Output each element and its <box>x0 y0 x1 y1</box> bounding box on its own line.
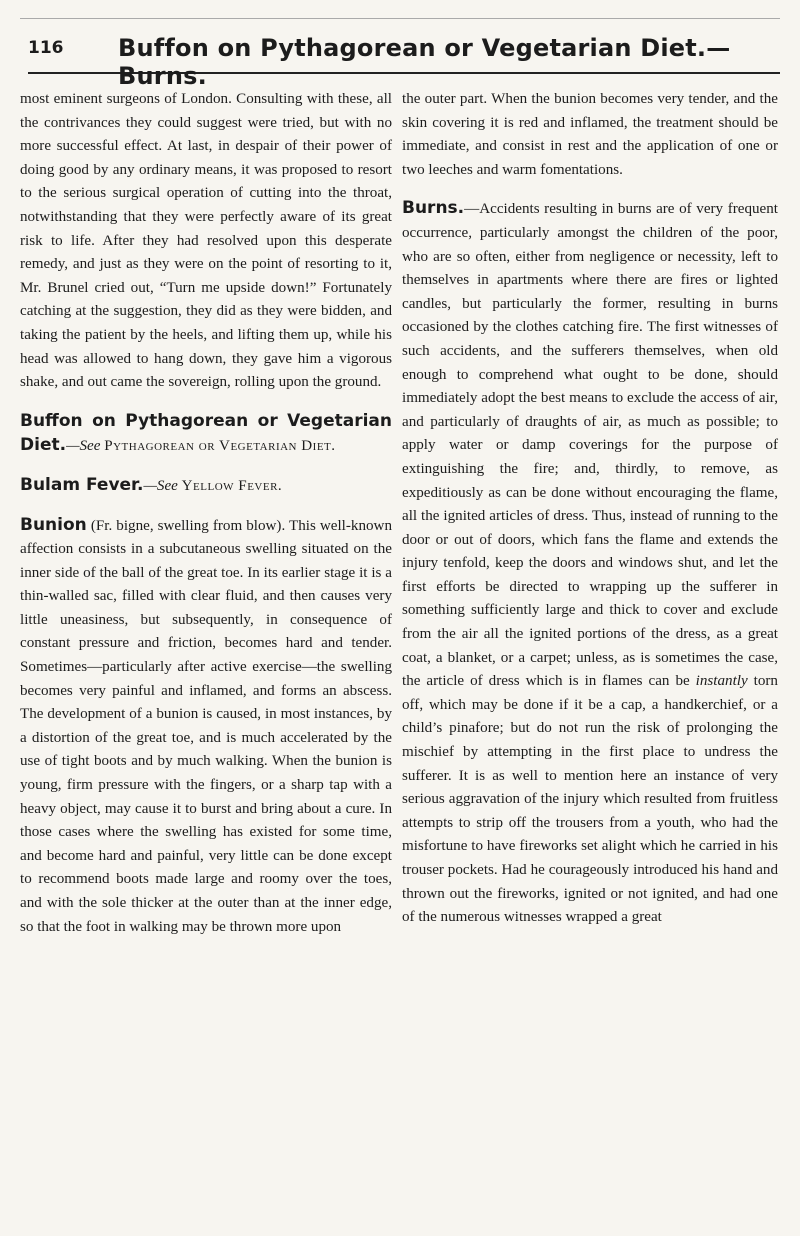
bunion-body: (Fr. bigne, swelling from blow). This well-known affection consists in a subcutaneous swelling situated on the inner side of the ball of the great toe. In its earlier stage it is a thin-walled sac, filled with clear fluid, and then causes very little uneasiness, but subsequently, in consequence of constant pressure and friction, becomes hard and tender. Sometimes—particularly after active exercise—the swelling becomes very painful and inflamed, and forms an abscess. The development of a bunion is caused, in most instances, by a distortion of the great toe, and is much accelerated by the use of tight boots and by much walking. When the bunion is young, firm pressure with the fingers, or a sharp tap with a heavy object, may cause it to burst and bring about a cure. In those cases where the swelling has existed for some time, and become hard and painful, very little can be done except to recommend boots made large and roomy over the toes, and with the sole thicker at the outer than at the inner edge, so that the foot in walking may be thrown more upon <box>20 517 392 935</box>
burns-body-continued: torn off, which may be done if it be a cap, a handkerchief, or a child’s pinafore; but do not run the risk of prolonging the mischief by attempting in the first place to undress the sufferer. It is as well to mention here an instance of very serious aggravation of the injury which resulted from fruitless attempts to strip off the trousers from a youth, who had the misfortune to have fireworks set alight which he carried in his trouser pockets. Had he courageously introduced his hand and thrown out the fireworks, ignited or not ignited, and had one of the numerous witnesses wrapped a great <box>402 673 778 926</box>
entry-bunion <box>20 514 392 940</box>
headword-bunion: Bunion <box>20 514 87 535</box>
entry-bulam-fever <box>20 474 392 499</box>
page-number: 116 <box>28 38 64 58</box>
headword-buffon: Buffon on Pythagorean or Vegetarian Diet. <box>20 410 392 456</box>
paragraph-brunel: most eminent surgeons of London. Consulting with these, all the contrivances they could suggest were tried, but with no more successful effect. At last, in despair of their power of doing good by any ordinary means, it was proposed to resort to the serious surgical operation of cutting into the throat, notwithstanding that they were perfectly aware of its great risk to life. After they had resolved upon this desperate remedy, and just as they were on the point of resorting to it, Mr. Brunel cried out, “Turn me upside down!” Fortunately catching at the suggestion, they did as they were bidden, and taking the patient by the heels, and lifting them up, while his head was allowed to hang down, they gave him a vigorous shake, and out came the sovereign, rolling upon the ground. <box>20 91 392 391</box>
cross-reference-pythagorean: Pythagorean or Vegetarian Diet. <box>104 438 336 455</box>
entry-buffon <box>20 410 392 459</box>
see-label: —See <box>66 438 101 455</box>
paragraph-bunion-continued: the outer part. When the bunion becomes very tender, and the skin covering it is red and inflamed, the treatment should be immediate, and consist in rest and the application of one or two leeches and warm fomentations. <box>402 91 778 178</box>
cross-reference-yellow-fever: Yellow Fever. <box>181 477 283 494</box>
running-title: Buffon on Pythagorean or Vegetarian Diet.—Burns. <box>118 34 731 90</box>
top-rule <box>20 18 780 19</box>
right-column <box>402 88 778 930</box>
entry-burns <box>402 197 778 929</box>
emphasis-instantly: instantly <box>695 673 748 690</box>
headword-bulam-fever: Bulam Fever. <box>20 474 144 495</box>
see-label: —See <box>143 477 178 494</box>
burns-body: —Accidents resulting in burns are of very frequent occurrence, particularly amongst the children of the poor, who are so often, either from negligence or necessity, left to themselves in apartments where there are fires or lighted candles, but particularly the former, resulting in burns occasioned by the clothes catching fire. The first witnesses of such accidents, and the sufferers themselves, when old enough to comprehend what ought to be done, should immediately adopt the best means to exclude the access of air, and particularly of draughts of air, as much as possible; to apply water or damp coverings for the purpose of extinguishing the fire; and, thirdly, to remove, as expeditiously as can be done without encouraging the flame, all the ignited articles of dress. Thus, instead of running to the door or out of doors, which fans the flame and extends the injury tenfold, keep the doors and windows shut, and let the first efforts be directed to wrapping up the sufferer in something sufficiently large and thick to cover and exclude from the air all the ignited portions of the dress, as a great coat, a blanket, or a carpet; unless, as is sometimes the case, the article of dress which is in flames can be <box>402 201 778 690</box>
left-column <box>20 88 392 939</box>
running-head <box>28 28 780 90</box>
headword-burns: Burns. <box>402 198 465 219</box>
